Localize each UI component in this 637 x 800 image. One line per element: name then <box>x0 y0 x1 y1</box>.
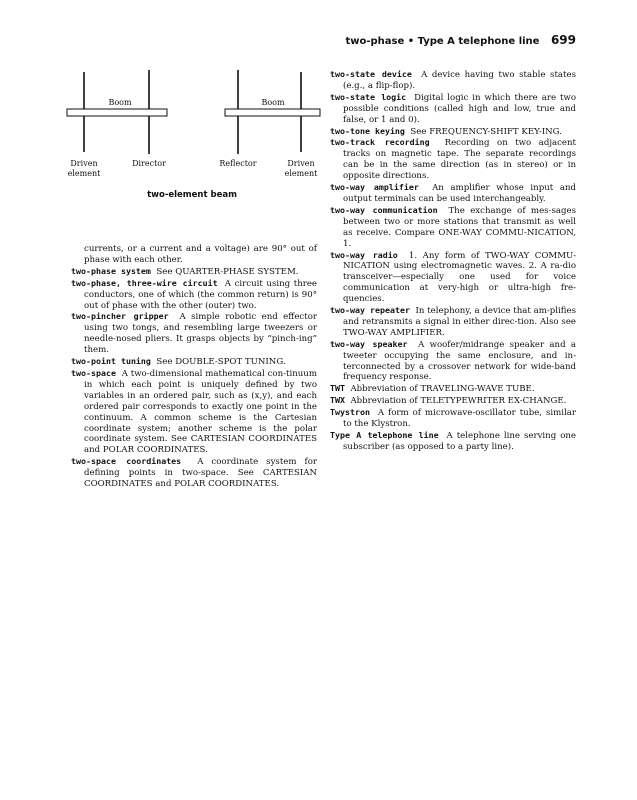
entry-definition: A device having two stable states (e.g., a flip-flop). <box>343 70 576 91</box>
dictionary-entry <box>330 205 576 250</box>
dictionary-entry <box>71 311 317 356</box>
boom-left-label: Boom <box>108 98 132 107</box>
dictionary-entry <box>330 407 576 430</box>
two-element-beam-figure <box>62 66 322 216</box>
entry-term: two-phase, three-wire circuit <box>71 277 218 288</box>
dictionary-entry <box>330 182 576 205</box>
entry-definition: An amplifier whose input and output terminals can be used interchangeably. <box>343 183 576 204</box>
entry-definition: See DOUBLE-SPOT TUNING. <box>156 357 286 368</box>
entry-definition: Recording on two adjacent tracks on magnetic tape. The separate recordings can be in the same direction (as in stereo) or in opposite directions. <box>343 138 576 182</box>
dictionary-entry <box>71 278 317 312</box>
dictionary-entry <box>71 356 317 368</box>
running-head-text: two-phase • Type A telephone line <box>345 36 540 47</box>
dictionary-entry <box>71 266 317 278</box>
entry-term: two-phase system <box>71 265 151 276</box>
dictionary-entry <box>330 395 576 407</box>
reflector-label: Reflector <box>219 159 257 168</box>
director-label: Director <box>132 159 166 168</box>
entry-definition: A simple robotic end effector using two tongs, and resembling large tweezers or needle-nosed pliers. It grasps objects by “pinch-ing” them. <box>84 312 317 356</box>
entry-term: two-point tuning <box>71 356 151 367</box>
entry-term: two-space <box>71 367 116 378</box>
boom-right <box>225 109 320 116</box>
entry-term: Twystron <box>330 407 370 418</box>
entry-term: two-way amplifier <box>330 182 419 193</box>
entry-definition: A coordinate system for defining points in two-space. See CARTESIAN COORDINATES and POLAR COORDINATES. <box>84 457 317 490</box>
dictionary-entry <box>330 126 576 138</box>
entry-term: two-track recording <box>330 137 430 148</box>
left-column <box>71 244 317 490</box>
page-number: 699 <box>550 33 576 47</box>
driven-element-left-label: Driven element <box>67 159 101 178</box>
dictionary-entry <box>330 69 576 92</box>
entry-definition: A form of microwave-oscillator tube, similar to the Klystron. <box>343 408 576 430</box>
entry-term: two-way radio <box>330 249 398 260</box>
entry-definition: A woofer/midrange speaker and a tweeter occupying the same enclosure, and in-terconnected by a crossover network for wide-band frequency response. <box>343 339 576 383</box>
entry-term: two-tone keying <box>330 125 405 136</box>
dictionary-entry: currents, or a current and a voltage) are 90° out of phase with each other. <box>84 244 317 265</box>
entry-term: two-way communication <box>330 204 438 215</box>
entry-term: TWT <box>330 383 345 394</box>
entry-term: Type A telephone line <box>330 430 439 440</box>
driven-element-right-label: Driven element <box>284 159 318 178</box>
entry-definition: Abbreviation of TRAVELING-WAVE TUBE. <box>350 384 535 395</box>
entry-term: two-pincher gripper <box>71 311 169 322</box>
dictionary-entry <box>71 368 317 456</box>
entry-definition: A telephone line serving one subscriber (as opposed to a party line). <box>343 431 576 452</box>
entry-definition: 1. Any form of TWO-WAY COMMU-NICATION using electromagnetic waves. 2. A ra-dio transceiver—especially one used for voice communication at very-high or ultra-high fre-quencies. <box>343 250 577 305</box>
entry-term: two-space coordinates <box>71 456 182 467</box>
entry-definition: A two-dimensional mathematical con-tinuum in which each point is uniquely defined by two variables in an ordered pair, such as (x,y), and each ordered pair corresponds to exactly one point in the continuum. A common scheme is the Cartesian coordinate system; another scheme is the polar coordinate system. See CARTESIAN COORDINATES and POLAR COORDINATES. <box>84 368 317 456</box>
entry-definition: A circuit using three conductors, one of which (the common return) is 90° out of phase with the other (outer) two. <box>84 278 318 311</box>
entry-term: two-state logic <box>330 91 407 102</box>
entry-definition: See QUARTER-PHASE SYSTEM. <box>156 266 299 277</box>
figure-caption: two-element beam <box>147 190 237 200</box>
entry-term: two-way repeater <box>330 305 410 316</box>
dictionary-entry <box>330 383 576 395</box>
dictionary-entry <box>330 430 576 453</box>
dictionary-entry <box>330 137 576 182</box>
running-head <box>330 33 576 47</box>
boom-left <box>67 109 167 116</box>
dictionary-entry <box>71 456 317 490</box>
entry-definition: In telephony, a device that am-plifies and retransmits a signal in either direc-tion. Also see TWO-WAY AMPLIFIER. <box>343 306 576 338</box>
dictionary-entry <box>330 305 576 339</box>
entry-term: two-state device <box>330 69 412 79</box>
dictionary-entry <box>330 339 576 384</box>
entry-definition: Digital logic in which there are two possible conditions (called high and low, true and false, or 1 and 0). <box>343 92 576 125</box>
entry-definition: The exchange of mes-sages between two or more stations that transmit as well as receive. Compare ONE-WAY COMMU-NICATION, 1. <box>343 205 576 249</box>
entry-definition: See FREQUENCY-SHIFT KEY-ING. <box>410 126 562 137</box>
boom-right-label: Boom <box>261 98 285 107</box>
dictionary-entry <box>330 92 576 126</box>
entry-definition: Abbreviation of TELETYPEWRITER EX-CHANGE. <box>350 396 567 407</box>
entry-term: TWX <box>330 395 345 406</box>
right-column <box>330 69 576 453</box>
entry-term: two-way speaker <box>330 338 408 349</box>
dictionary-entry <box>330 250 576 306</box>
